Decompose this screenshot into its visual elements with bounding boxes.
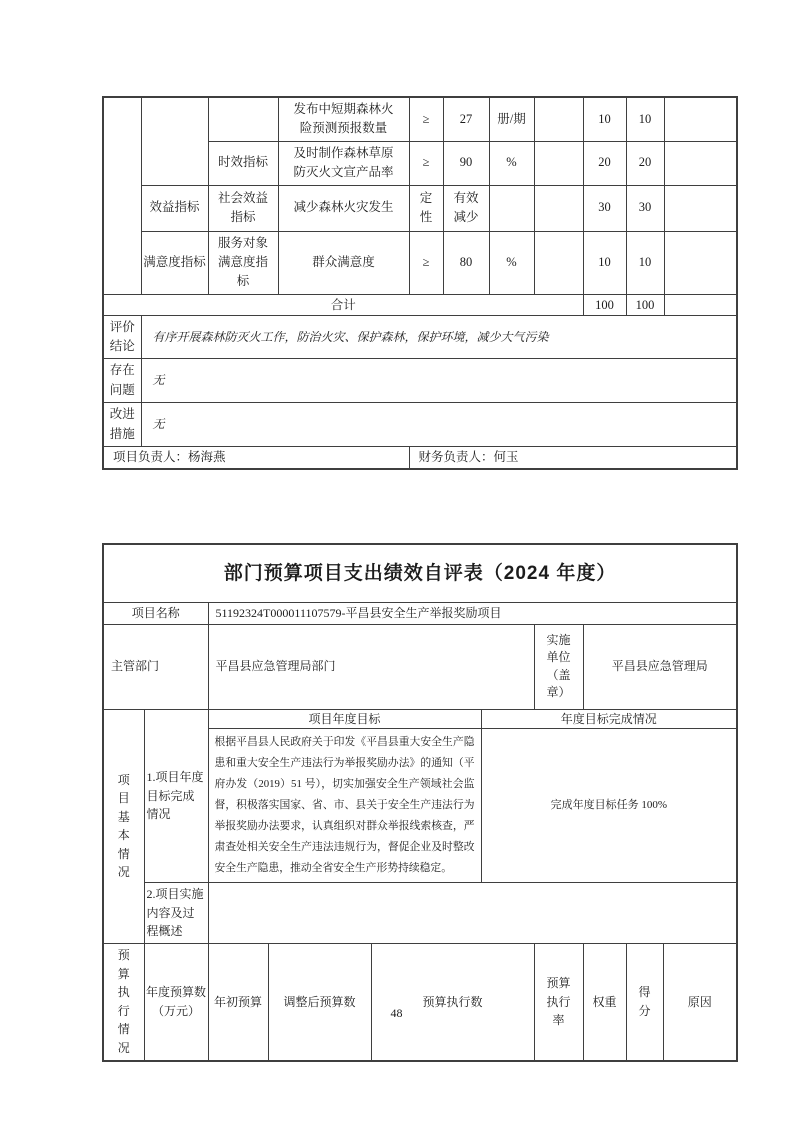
score-cell: 10	[626, 231, 664, 294]
signatures-row	[103, 446, 737, 469]
indicator-row	[103, 231, 737, 294]
empty-cell	[664, 97, 737, 141]
target-value-cell: 27	[443, 97, 489, 141]
comparator-cell: ≥	[409, 97, 443, 141]
unit-cell	[489, 185, 534, 231]
table-title: 部门预算项目支出绩效自评表（2024 年度）	[103, 544, 737, 602]
comparator-cell: 定性	[409, 185, 443, 231]
empty-cell	[664, 231, 737, 294]
subcategory-cell-empty	[208, 97, 278, 141]
goal-completion-label: 1.项目年度目标完成情况	[144, 709, 208, 883]
total-label: 合计	[103, 294, 583, 315]
category-cell: 效益指标	[141, 185, 208, 231]
project-name-label: 项目名称	[103, 602, 208, 624]
indicator-name: 群众满意度	[278, 231, 409, 294]
empty-cell	[664, 185, 737, 231]
conclusion-row	[103, 315, 737, 359]
empty-cell	[534, 141, 583, 185]
implementation-row	[103, 883, 737, 944]
page-number: 48	[390, 1006, 403, 1020]
empty-cell	[664, 141, 737, 185]
budget-col-reason: 原因	[663, 944, 737, 1061]
score-cell: 20	[626, 141, 664, 185]
budget-col-initial: 年初预算	[208, 944, 268, 1061]
conclusion-label: 评价结论	[103, 315, 141, 359]
department-row	[103, 624, 737, 709]
indicator-name: 及时制作森林草原防灭火文宣产品率	[278, 141, 409, 185]
indicator-name: 减少森林火灾发生	[278, 185, 409, 231]
project-leader: 项目负责人：杨海燕	[103, 446, 409, 469]
problems-row	[103, 359, 737, 403]
budget-col-weight: 权重	[583, 944, 626, 1061]
target-value-cell: 80	[443, 231, 489, 294]
budget-header-row	[103, 944, 737, 1061]
unit-cell: 册/期	[489, 97, 534, 141]
finance-leader: 财务负责人：何玉	[409, 446, 737, 469]
subcategory-cell: 服务对象满意度指标	[208, 231, 278, 294]
weight-cell: 10	[583, 231, 626, 294]
indicator-row	[103, 185, 737, 231]
goal-header-row	[103, 709, 737, 729]
unit-cell: %	[489, 141, 534, 185]
improvements-text: 无	[141, 403, 737, 447]
improvements-label: 改进措施	[103, 403, 141, 447]
spacer-cell	[103, 97, 141, 294]
basic-info-label: 项目基本情况	[103, 709, 144, 944]
title-row	[103, 544, 737, 602]
project-name-row	[103, 602, 737, 624]
comparator-cell: ≥	[409, 141, 443, 185]
budget-col-score: 得分	[626, 944, 663, 1061]
indicator-name: 发布中短期森林火险预测预报数量	[278, 97, 409, 141]
target-value-cell: 有效减少	[443, 185, 489, 231]
department-label: 主管部门	[103, 624, 208, 709]
improvements-row	[103, 403, 737, 447]
budget-col-rate: 预算执行率	[534, 944, 583, 1061]
total-weight: 100	[583, 294, 626, 315]
performance-indicator-table	[102, 96, 738, 470]
annual-goal-text: 根据平昌县人民政府关于印发《平昌县重大安全生产隐患和重大安全生产违法行为举报奖励办法》的通知（平府办发（2019）51 号），切实加强安全生产领域社会监督，积极落实国家、省、市、县关于安全生产违法行为举报奖励办法要求，认真组织对群众举报线索核查，严肃查处相关安全生产违法违规行为，督促企业及时整改安全生产隐患，推动全省安全生产形势持续稳定。	[208, 729, 481, 883]
empty-cell	[664, 294, 737, 315]
total-row	[103, 294, 737, 315]
score-cell: 30	[626, 185, 664, 231]
budget-col-executed: 预算执行数	[371, 944, 534, 1061]
empty-cell	[534, 97, 583, 141]
department-value: 平昌县应急管理局部门	[208, 624, 534, 709]
problems-text: 无	[141, 359, 737, 403]
budget-col-annual: 年度预算数（万元）	[144, 944, 208, 1061]
project-name-value: 51192324T000011107579-平昌县安全生产举报奖励项目	[208, 602, 737, 624]
problems-label: 存在问题	[103, 359, 141, 403]
indicator-row	[103, 97, 737, 141]
implementing-unit-value: 平昌县应急管理局	[583, 624, 737, 709]
goal-completion-header: 年度目标完成情况	[481, 709, 737, 729]
implementation-text	[208, 883, 737, 944]
target-value-cell: 90	[443, 141, 489, 185]
empty-cell	[534, 231, 583, 294]
annual-goal-header: 项目年度目标	[208, 709, 481, 729]
conclusion-text: 有序开展森林防灭火工作，防治火灾、保护森林，保护环境，减少大气污染	[141, 315, 737, 359]
total-score: 100	[626, 294, 664, 315]
weight-cell: 30	[583, 185, 626, 231]
budget-col-adjusted: 调整后预算数	[268, 944, 371, 1061]
category-cell: 满意度指标	[141, 231, 208, 294]
comparator-cell: ≥	[409, 231, 443, 294]
weight-cell: 10	[583, 97, 626, 141]
score-cell: 10	[626, 97, 664, 141]
budget-self-evaluation-table	[102, 543, 738, 1062]
implementing-unit-label: 实施单位（盖章）	[534, 624, 583, 709]
budget-execution-label: 预算执行情况	[103, 944, 144, 1061]
category-cell-empty	[141, 97, 208, 185]
weight-cell: 20	[583, 141, 626, 185]
goal-completion-text: 完成年度目标任务 100%	[481, 729, 737, 883]
subcategory-cell: 时效指标	[208, 141, 278, 185]
empty-cell	[534, 185, 583, 231]
implementation-label: 2.项目实施内容及过程概述	[144, 883, 208, 944]
unit-cell: %	[489, 231, 534, 294]
subcategory-cell: 社会效益指标	[208, 185, 278, 231]
